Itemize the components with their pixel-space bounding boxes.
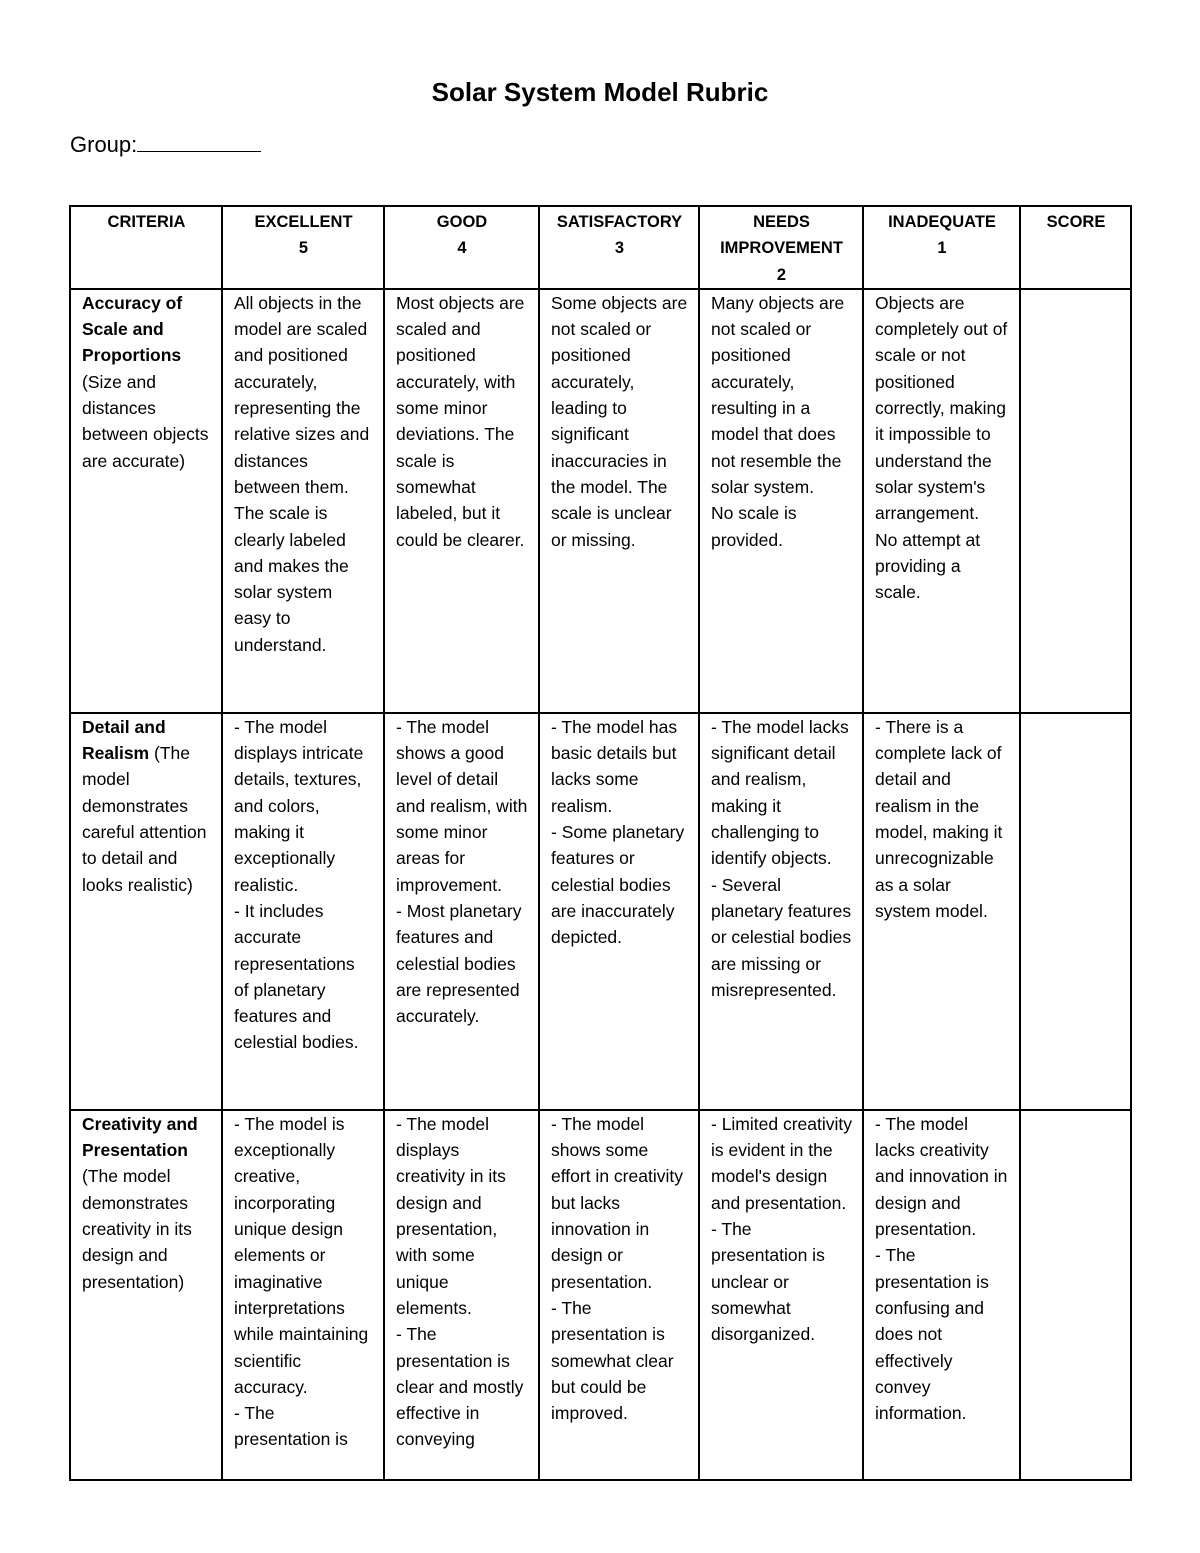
criterion-cell bbox=[70, 289, 222, 713]
header-satisfactory: SATISFACTORY 3 bbox=[539, 206, 699, 289]
score-cell[interactable] bbox=[1020, 1110, 1131, 1480]
page-title: Solar System Model Rubric bbox=[431, 77, 769, 107]
descriptor-text: - The model shows a good level of detail and realism, with some minor areas for improvement. bbox=[396, 716, 528, 895]
descriptor-text: All objects in the model are scaled and positioned accurately, representing the relative sizes and distances between them. The scale is clearly labeled and makes the solar system easy to understand. bbox=[234, 292, 370, 655]
inadequate-cell bbox=[863, 289, 1020, 713]
header-row bbox=[70, 206, 1131, 289]
needs-improvement-cell bbox=[699, 289, 863, 713]
table-row bbox=[70, 289, 1131, 713]
descriptor-text: Most objects are scaled and positioned accurately, with some minor deviations. The scale is somewhat labeled, but it could be clearer. bbox=[396, 292, 525, 550]
descriptor-text: - The presentation is bbox=[234, 1403, 348, 1450]
table-row bbox=[70, 1110, 1131, 1480]
descriptor-text: Objects are completely out of scale or not positioned correctly, making it impossible to understand the solar system's arrangement. bbox=[875, 292, 1008, 524]
descriptor-text: No scale is provided. bbox=[711, 503, 797, 550]
descriptor-text: No attempt at providing a scale. bbox=[875, 529, 981, 603]
descriptor-text: - There is a complete lack of detail and realism in the model, making it unrecognizable as a solar system model. bbox=[875, 716, 1003, 921]
satisfactory-cell bbox=[539, 289, 699, 713]
excellent-cell bbox=[222, 713, 384, 1110]
rubric-table bbox=[69, 205, 1132, 1481]
inadequate-cell bbox=[863, 1110, 1020, 1480]
descriptor-text: - The presentation is somewhat clear but could be improved. bbox=[551, 1297, 674, 1424]
criterion-name: Creativity and Presentation bbox=[82, 1113, 198, 1161]
descriptor-text: - The model displays creativity in its design and presentation, with some unique elements. bbox=[396, 1113, 506, 1318]
score-cell[interactable] bbox=[1020, 289, 1131, 713]
descriptor-text: - The model has basic details but lacks some realism. bbox=[551, 716, 678, 816]
descriptor-text: - Some planetary features or celestial bodies are inaccurately depicted. bbox=[551, 822, 685, 948]
satisfactory-cell bbox=[539, 713, 699, 1110]
needs-improvement-cell bbox=[699, 713, 863, 1110]
descriptor-text: - The presentation is unclear or somewhat disorganized. bbox=[711, 1219, 825, 1345]
descriptor-text: - The model shows some effort in creativity but lacks innovation in design or presentation. bbox=[551, 1113, 683, 1292]
good-cell bbox=[384, 713, 539, 1110]
score-cell[interactable] bbox=[1020, 713, 1131, 1110]
satisfactory-cell bbox=[539, 1110, 699, 1480]
inadequate-cell bbox=[863, 713, 1020, 1110]
excellent-cell bbox=[222, 289, 384, 713]
good-cell bbox=[384, 1110, 539, 1480]
descriptor-text: Some objects are not scaled or positioned accurately, leading to significant inaccuracies in the model. The scale is unclear or missing. bbox=[551, 292, 688, 550]
header-inadequate: INADEQUATE 1 bbox=[863, 206, 1020, 289]
descriptor-text: - The model displays intricate details, textures, and colors, making it exceptionally realistic. bbox=[234, 716, 364, 895]
descriptor-text: Many objects are not scaled or positioned accurately, resulting in a model that does not resemble the solar system. bbox=[711, 292, 845, 497]
descriptor-text: - Limited creativity is evident in the model's design and presentation. bbox=[711, 1113, 853, 1213]
header-score: SCORE bbox=[1020, 206, 1131, 289]
header-criteria: CRITERIA bbox=[70, 206, 222, 289]
group-blank-line[interactable] bbox=[137, 129, 261, 152]
header-needs-improvement: NEEDS IMPROVEMENT 2 bbox=[699, 206, 863, 289]
group-field bbox=[70, 128, 261, 162]
criterion-cell bbox=[70, 1110, 222, 1480]
table-row bbox=[70, 713, 1131, 1110]
criterion-name: Detail and Realism bbox=[82, 716, 166, 764]
header-good: GOOD 4 bbox=[384, 206, 539, 289]
descriptor-text: - Several planetary features or celestial bodies are missing or misrepresented. bbox=[711, 874, 852, 1000]
excellent-cell bbox=[222, 1110, 384, 1480]
descriptor-text: - The model lacks significant detail and realism, making it challenging to identify objects. bbox=[711, 716, 849, 869]
descriptor-text: - Most planetary features and celestial bodies are represented accurately. bbox=[396, 900, 522, 1027]
descriptor-text: - The model lacks creativity and innovation in design and presentation. bbox=[875, 1113, 1008, 1240]
criterion-name: Accuracy of Scale and Proportions bbox=[82, 292, 183, 366]
descriptor-text: - The presentation is confusing and does not effectively convey information. bbox=[875, 1245, 989, 1424]
descriptor-text: - It includes accurate representations of planetary features and celestial bodies. bbox=[234, 900, 359, 1053]
criterion-description: (The model demonstrates careful attention to detail and looks realistic) bbox=[82, 743, 207, 895]
needs-improvement-cell bbox=[699, 1110, 863, 1480]
criterion-description: (Size and distances between objects are accurate) bbox=[82, 371, 209, 471]
good-cell bbox=[384, 289, 539, 713]
criterion-description: (The model demonstrates creativity in its design and presentation) bbox=[82, 1166, 192, 1292]
criterion-cell bbox=[70, 713, 222, 1110]
descriptor-text: - The model is exceptionally creative, incorporating unique design elements or imaginative interpretations while maintaining scientific accuracy. bbox=[234, 1113, 369, 1397]
descriptor-text: - The presentation is clear and mostly effective in conveying bbox=[396, 1324, 524, 1450]
header-excellent: EXCELLENT 5 bbox=[222, 206, 384, 289]
group-label: Group: bbox=[70, 132, 138, 157]
